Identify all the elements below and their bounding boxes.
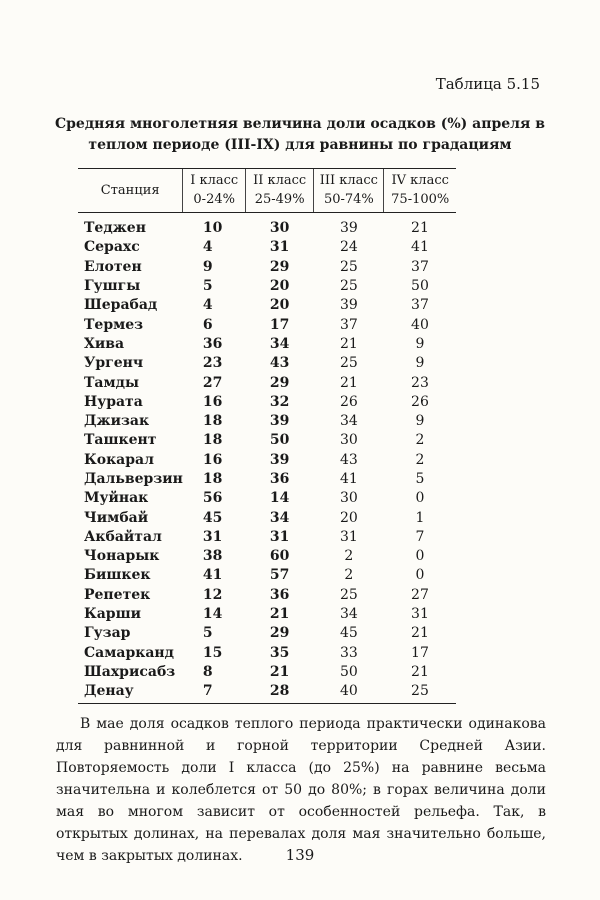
station-cell: Муйнак <box>84 490 149 507</box>
class-3-cell: 41 <box>339 471 358 487</box>
class-2-cell: 29 <box>269 374 290 391</box>
station-cell: Гушгы <box>84 278 141 295</box>
class-1-cell: 4 <box>202 297 213 314</box>
header-class-range: 0-24% <box>193 192 235 207</box>
class-1-cell: 5 <box>202 278 213 295</box>
table-row <box>78 624 456 643</box>
class-3-cell: 2 <box>344 567 354 584</box>
class-4-cell: 9 <box>415 335 425 352</box>
class-4-cell: 50 <box>411 278 429 295</box>
class-4-cell: 0 <box>415 548 425 565</box>
table-row <box>78 605 456 624</box>
class-2-cell: 31 <box>269 528 290 545</box>
table-row <box>78 354 456 373</box>
class-1-cell: 16 <box>202 451 223 468</box>
class-3-cell: 43 <box>339 451 358 468</box>
station-cell: Тамды <box>84 374 140 391</box>
class-1-cell: 23 <box>202 355 223 372</box>
table-header <box>78 169 456 213</box>
table-row <box>78 412 456 431</box>
table-body <box>78 213 456 704</box>
class-2-cell: 39 <box>269 451 290 468</box>
header-row <box>78 169 456 213</box>
class-2-cell: 17 <box>269 316 290 333</box>
class-2-cell: 28 <box>246 682 314 704</box>
class-1-cell: 15 <box>202 644 223 661</box>
station-cell: Термез <box>84 316 144 333</box>
station-cell: Акбайтал <box>84 528 162 545</box>
class-1-cell: 18 <box>202 471 223 487</box>
class-3-cell: 30 <box>339 490 358 507</box>
class-3-cell: 39 <box>339 297 358 314</box>
class-3-cell: 25 <box>339 586 358 603</box>
table-row <box>78 238 456 257</box>
class-1-cell: 8 <box>202 663 213 680</box>
class-1-cell: 7 <box>183 682 246 704</box>
class-3-cell: 26 <box>339 393 358 410</box>
class-1-cell: 6 <box>202 316 213 333</box>
class-4-cell: 37 <box>411 297 429 314</box>
class-3-cell: 25 <box>339 355 358 372</box>
table-row <box>78 335 456 354</box>
class-3-cell: 34 <box>339 606 358 623</box>
header-class-label: III класс <box>319 173 378 188</box>
class-2-cell: 21 <box>269 606 290 623</box>
table-row <box>78 451 456 470</box>
class-1-cell: 31 <box>202 528 223 545</box>
class-3-cell: 21 <box>339 374 358 391</box>
table-row <box>78 508 456 527</box>
class-3-cell: 21 <box>339 335 358 352</box>
class-2-cell: 57 <box>269 567 290 584</box>
class-2-cell: 43 <box>269 355 290 372</box>
header-station-label: Станция <box>100 182 160 198</box>
class-4-cell: 31 <box>411 606 429 623</box>
class-3-cell: 34 <box>339 413 358 430</box>
table-row <box>78 296 456 315</box>
class-3-cell: 25 <box>339 278 358 295</box>
station-cell: Джизак <box>84 413 150 430</box>
class-2-cell: 34 <box>269 335 290 352</box>
class-2-cell: 14 <box>269 490 290 507</box>
class-2-cell: 36 <box>269 586 290 603</box>
table-row <box>78 277 456 296</box>
table-row <box>78 566 456 585</box>
table-row <box>78 489 456 508</box>
class-4-cell: 0 <box>415 567 425 584</box>
class-1-cell: 4 <box>202 239 213 256</box>
class-4-cell: 21 <box>411 663 429 680</box>
class-1-cell: 38 <box>202 548 223 565</box>
table-row <box>78 213 456 239</box>
class-2-cell: 50 <box>269 432 290 449</box>
class-2-cell: 20 <box>269 297 290 314</box>
class-1-cell: 36 <box>202 335 223 352</box>
table-row <box>78 586 456 605</box>
class-3-cell: 31 <box>339 528 358 545</box>
station-cell: Денау <box>78 682 183 704</box>
table-label: Таблица 5.15 <box>435 75 540 93</box>
station-cell: Дальверзин <box>84 471 183 487</box>
class-1-cell: 14 <box>202 606 223 623</box>
class-4-cell: 2 <box>415 451 425 468</box>
station-cell: Хива <box>84 335 125 352</box>
class-4-cell: 5 <box>415 471 425 487</box>
class-1-cell: 56 <box>202 490 223 507</box>
table-row <box>78 470 456 489</box>
class-1-cell: 5 <box>202 625 213 642</box>
station-cell: Ташкент <box>84 432 157 449</box>
header-class-label: I класс <box>190 173 239 188</box>
station-cell: Теджен <box>84 220 146 237</box>
station-cell: Шерабад <box>84 297 158 314</box>
class-3-cell: 40 <box>314 682 384 704</box>
class-3-cell: 30 <box>339 432 358 449</box>
class-4-cell: 40 <box>411 316 429 333</box>
class-2-cell: 36 <box>269 471 290 487</box>
header-station <box>78 169 183 213</box>
header-class-3 <box>314 169 384 213</box>
station-cell: Чимбай <box>84 509 149 526</box>
header-class-range: 50-74% <box>323 192 374 207</box>
class-3-cell: 39 <box>339 220 358 237</box>
table-row <box>78 528 456 547</box>
class-2-cell: 21 <box>269 663 290 680</box>
class-4-cell: 25 <box>384 682 456 704</box>
class-2-cell: 29 <box>269 258 290 275</box>
class-4-cell: 7 <box>415 528 425 545</box>
class-1-cell: 10 <box>202 220 223 237</box>
class-3-cell: 37 <box>339 316 358 333</box>
class-4-cell: 0 <box>415 490 425 507</box>
class-3-cell: 25 <box>339 258 358 275</box>
class-1-cell: 18 <box>202 432 223 449</box>
table-title <box>30 114 570 156</box>
class-3-cell: 33 <box>339 644 358 661</box>
header-class-4 <box>384 169 456 213</box>
table-row <box>78 431 456 450</box>
header-class-1 <box>183 169 246 213</box>
class-4-cell: 1 <box>415 509 425 526</box>
station-cell: Кокарал <box>84 451 154 468</box>
class-1-cell: 41 <box>202 567 223 584</box>
class-4-cell: 23 <box>411 374 429 391</box>
class-1-cell: 12 <box>202 586 223 603</box>
class-1-cell: 45 <box>202 509 223 526</box>
table-row <box>78 644 456 663</box>
station-cell: Репетек <box>84 586 151 603</box>
table-row <box>78 393 456 412</box>
class-4-cell: 37 <box>411 258 429 275</box>
table-row <box>78 547 456 566</box>
table-row <box>78 373 456 392</box>
table-row <box>78 258 456 277</box>
class-1-cell: 27 <box>202 374 223 391</box>
table-row <box>78 682 456 704</box>
station-cell: Карши <box>84 606 142 623</box>
class-2-cell: 34 <box>269 509 290 526</box>
class-3-cell: 20 <box>339 509 358 526</box>
class-2-cell: 31 <box>269 239 290 256</box>
body-paragraph <box>56 713 546 867</box>
title-line-1: Средняя многолетняя величина доли осадков (%) апреля в <box>55 116 545 132</box>
station-cell: Ургенч <box>84 355 144 372</box>
class-2-cell: 60 <box>269 548 290 565</box>
class-2-cell: 29 <box>269 625 290 642</box>
page-number: 139 <box>285 846 315 864</box>
class-1-cell: 18 <box>202 413 223 430</box>
class-4-cell: 41 <box>411 239 429 256</box>
station-cell: Бишкек <box>84 567 151 584</box>
class-4-cell: 9 <box>415 413 425 430</box>
table-row <box>78 315 456 334</box>
class-4-cell: 26 <box>411 393 429 410</box>
station-cell: Гузар <box>84 625 131 642</box>
class-2-cell: 32 <box>269 393 290 410</box>
class-2-cell: 35 <box>269 644 290 661</box>
class-1-cell: 16 <box>202 393 223 410</box>
class-4-cell: 17 <box>411 644 429 661</box>
class-4-cell: 9 <box>415 355 425 372</box>
station-cell: Серахс <box>84 239 140 256</box>
table-row <box>78 663 456 682</box>
header-class-label: IV класс <box>391 173 449 188</box>
class-2-cell: 30 <box>269 220 290 237</box>
class-4-cell: 27 <box>411 586 429 603</box>
header-class-range: 75-100% <box>391 192 450 207</box>
class-4-cell: 21 <box>411 625 429 642</box>
class-3-cell: 24 <box>339 239 358 256</box>
class-1-cell: 9 <box>202 258 213 275</box>
paragraph-text: В мае доля осадков теплого периода практически одинакова для равнинной и горной территории Средней Азии. Повторяемость доли I класса (до 25%) на равнине весьма значительна и колеблется от 50 до 80%; в горах величина доли мая во многом зависит от особенностей рельефа. Так, в открытых долинах, на перевалах доля мая значительно больше, чем в закрытых долинах. <box>56 716 546 864</box>
title-line-2: теплом периоде (III-IX) для равнины по градациям <box>88 137 512 153</box>
station-cell: Самарканд <box>84 644 174 661</box>
class-3-cell: 45 <box>339 625 358 642</box>
station-cell: Нурата <box>84 393 143 410</box>
class-4-cell: 21 <box>411 220 429 237</box>
class-4-cell: 2 <box>415 432 425 449</box>
header-class-label: II класс <box>253 173 307 188</box>
header-class-range: 25-49% <box>254 192 305 207</box>
data-table <box>78 168 456 704</box>
class-3-cell: 2 <box>344 548 354 565</box>
class-3-cell: 50 <box>339 663 358 680</box>
station-cell: Шахрисабз <box>84 663 176 680</box>
station-cell: Чонарык <box>84 548 160 565</box>
station-cell: Елотен <box>84 258 142 275</box>
class-2-cell: 20 <box>269 278 290 295</box>
class-2-cell: 39 <box>269 413 290 430</box>
header-class-2 <box>246 169 314 213</box>
